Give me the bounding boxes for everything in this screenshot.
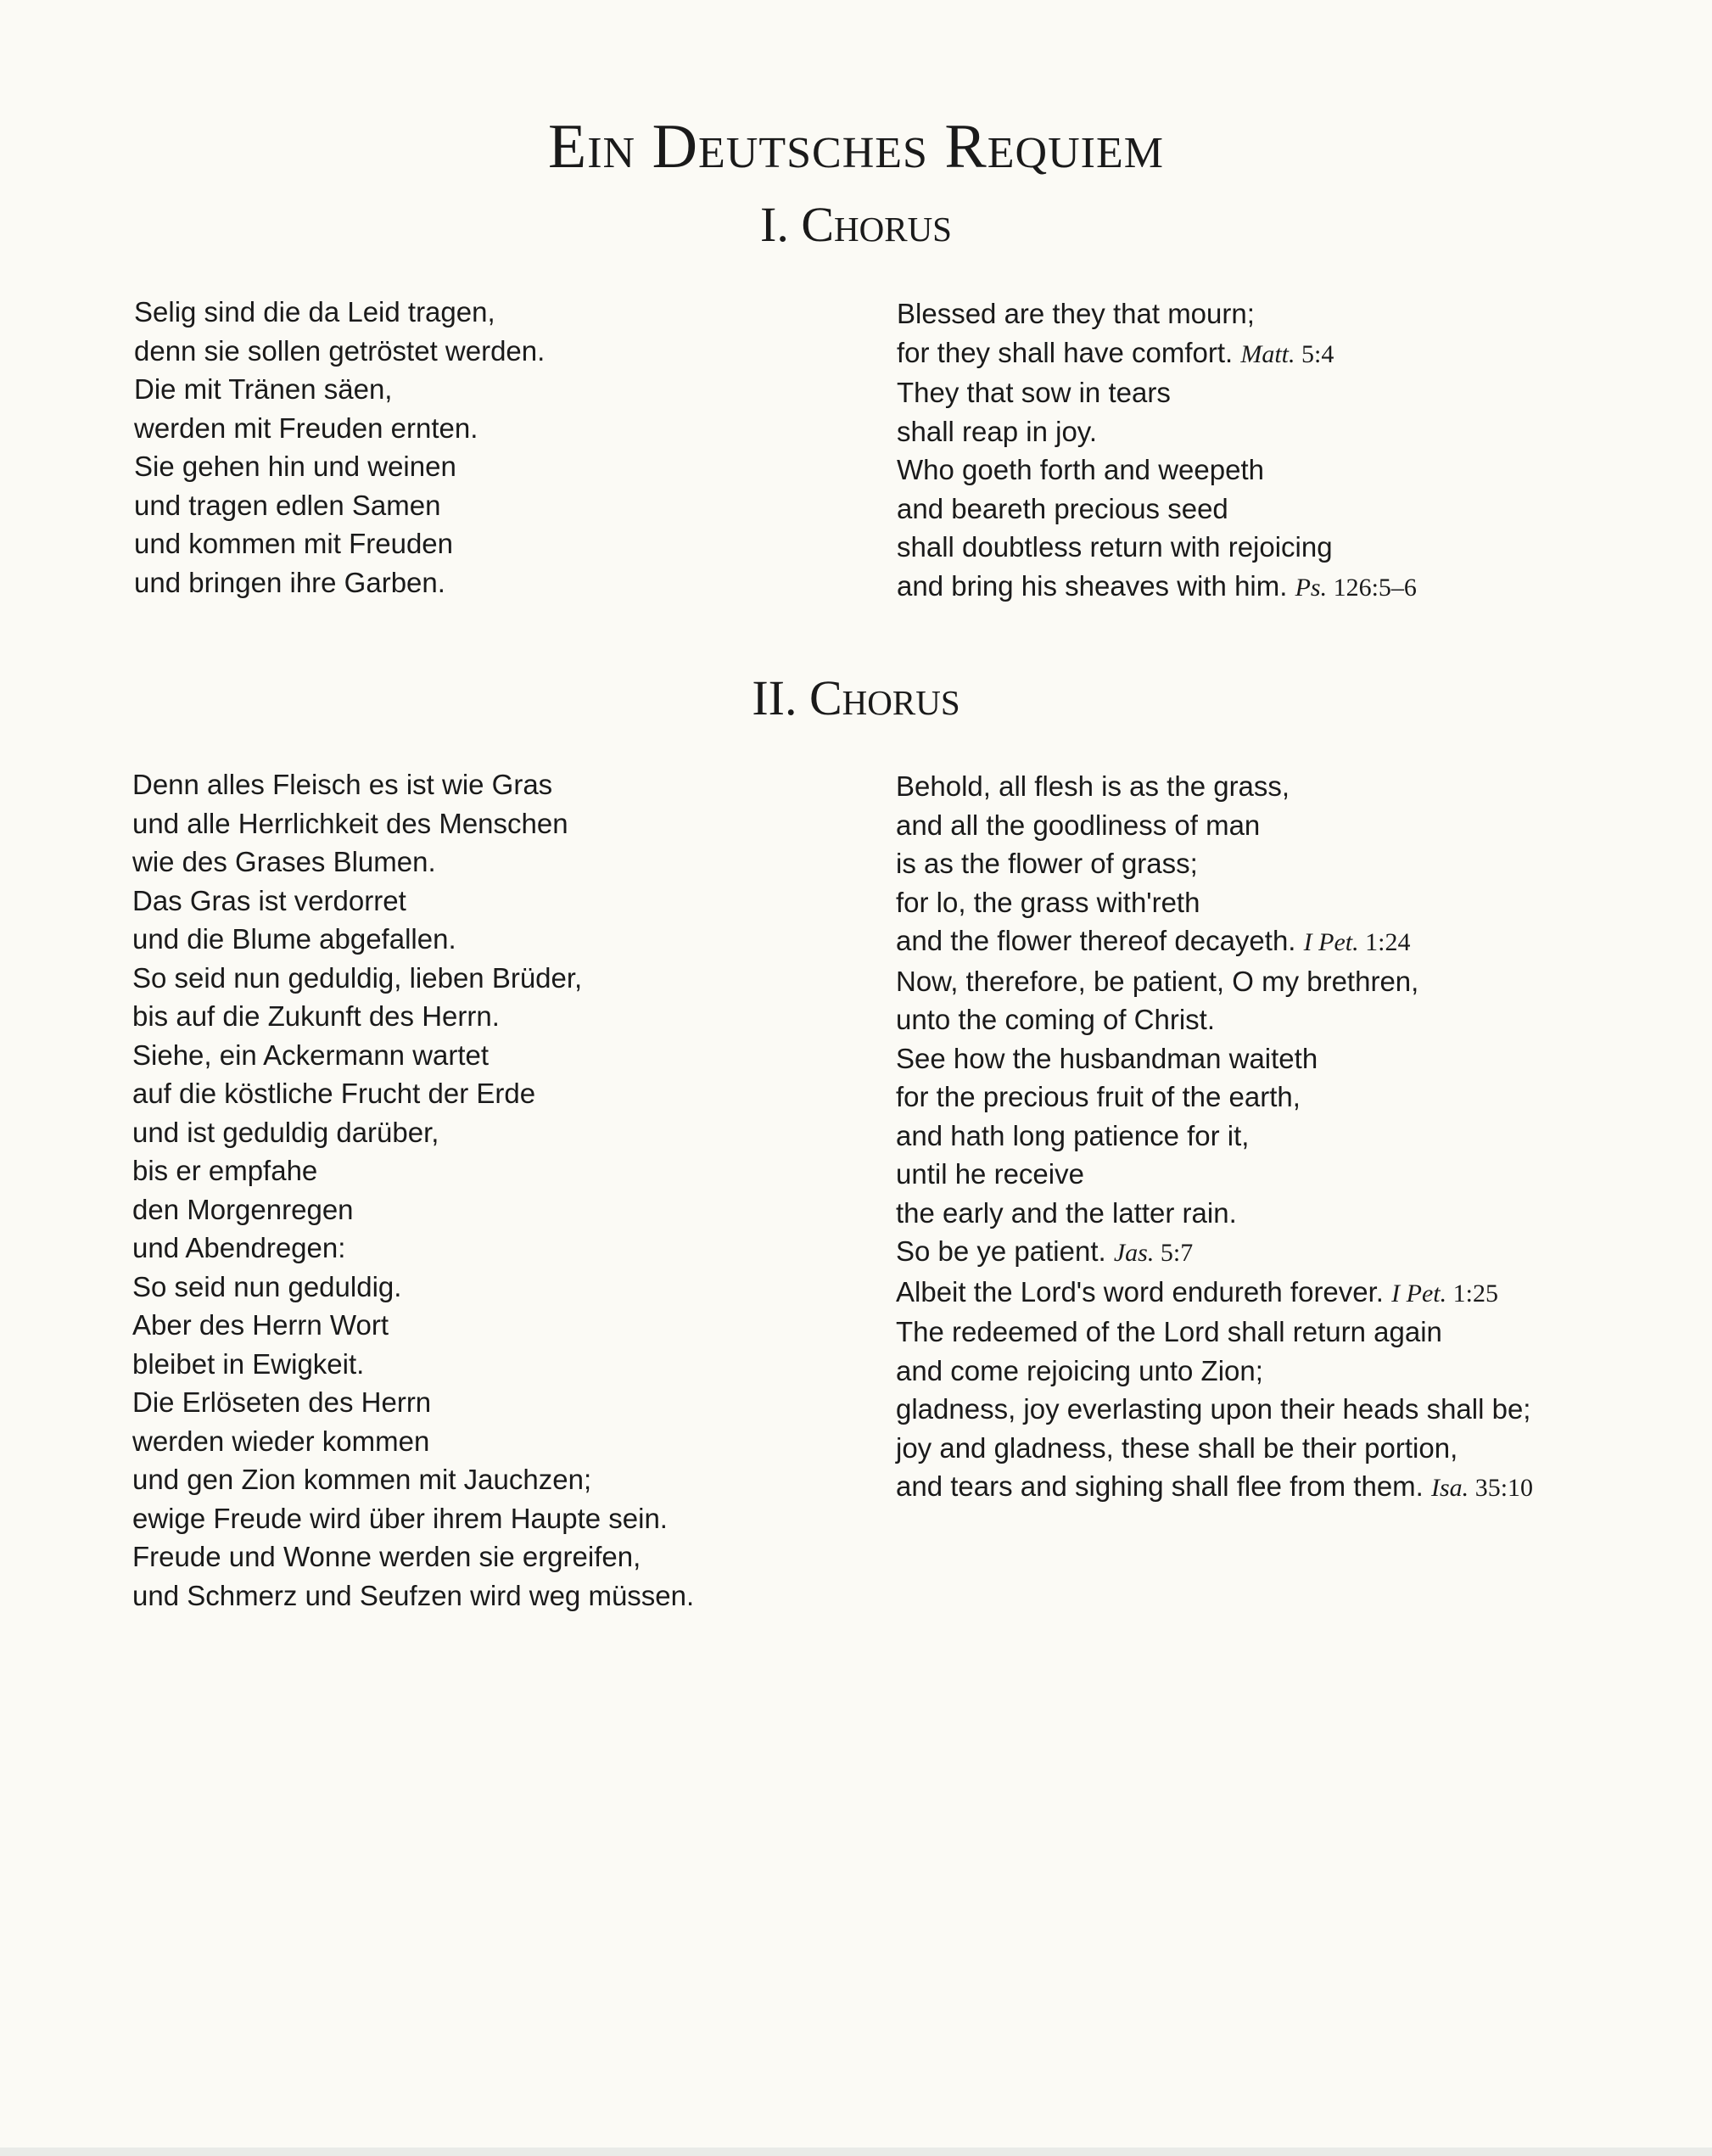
english-text-chorus-1 [897, 294, 1417, 607]
scripture-reference [1304, 928, 1411, 956]
english-verse-line [896, 1117, 1533, 1156]
english-verse-line [897, 451, 1417, 490]
german-text-chorus-1 [134, 293, 545, 602]
english-verse-line [897, 412, 1417, 451]
german-verse-line: den Morgenregen [132, 1193, 354, 1225]
german-verse-line: Freude und Wonne werden sie ergreifen, [132, 1541, 641, 1572]
english-verse-text: and hath long patience for it, [896, 1119, 1250, 1151]
english-verse-text: and bring his sheaves with him. [897, 569, 1295, 602]
english-verse-text: until he receive [896, 1158, 1084, 1190]
english-verse-line [897, 567, 1417, 608]
scripture-reference-verse: 5:4 [1295, 339, 1334, 368]
scripture-reference-book: I Pet. [1391, 1279, 1447, 1308]
english-verse-line [896, 1039, 1533, 1078]
german-verse-line: werden wieder kommen [132, 1425, 430, 1457]
german-verse-line: Die mit Tränen säen, [134, 373, 393, 405]
german-verse-line: denn sie sollen getröstet werden. [134, 334, 545, 367]
page-title: Ein Deutsches Requiem [548, 112, 1164, 182]
german-verse-line: So seid nun geduldig. [132, 1270, 402, 1302]
scripture-reference-verse: 1:24 [1358, 928, 1411, 956]
english-verse-text: Who goeth forth and weepeth [897, 454, 1264, 485]
english-verse-text: Behold, all flesh is as the grass, [896, 770, 1290, 802]
english-verse-text: and come rejoicing unto Zion; [896, 1354, 1263, 1386]
english-verse-text: Albeit the Lord's word endureth forever. [896, 1275, 1392, 1308]
german-verse-line: Das Gras ist verdorret [132, 884, 406, 916]
english-verse-text: shall doubtless return with rejoicing [897, 531, 1333, 563]
german-verse-line: und die Blume abgefallen. [132, 923, 456, 955]
english-verse-line [896, 1467, 1533, 1508]
english-verse-text: The redeemed of the Lord shall return again [896, 1316, 1442, 1347]
scripture-reference-verse: 35:10 [1469, 1474, 1534, 1502]
english-verse-text: and the flower thereof decayeth. [896, 925, 1304, 956]
english-verse-line [896, 1429, 1533, 1468]
german-verse-line: ewige Freude wird über ihrem Haupte sein. [132, 1502, 668, 1534]
german-verse-line: und Schmerz und Seufzen wird weg müssen. [132, 1579, 695, 1611]
english-verse-line [897, 528, 1417, 567]
scripture-reference-book: Ps. [1295, 573, 1328, 602]
english-verse-text: Now, therefore, be patient, O my brethren, [896, 965, 1419, 997]
english-verse-line [896, 921, 1533, 962]
english-verse-text: and tears and sighing shall flee from them. [896, 1470, 1432, 1502]
german-verse-line: und Abendregen: [132, 1232, 346, 1263]
english-verse-line [896, 1273, 1533, 1313]
german-text-chorus-2 [132, 765, 694, 1615]
scripture-reference-book: Jas. [1113, 1239, 1155, 1267]
english-text-chorus-2 [896, 767, 1533, 1508]
english-verse-line [896, 767, 1533, 806]
german-verse-line: und gen Zion kommen mit Jauchzen; [132, 1464, 592, 1495]
scripture-reference-book: Isa. [1431, 1474, 1469, 1502]
german-verse-line: und ist geduldig darüber, [132, 1116, 439, 1148]
english-verse-line [896, 1352, 1533, 1391]
german-verse-line: bleibet in Ewigkeit. [132, 1347, 365, 1380]
english-verse-text: So be ye patient. [896, 1235, 1114, 1267]
german-verse-line: und alle Herrlichkeit des Menschen [132, 807, 568, 839]
english-verse-text: and all the goodliness of man [896, 809, 1261, 841]
english-verse-text: shall reap in joy. [897, 415, 1098, 447]
scripture-reference [1240, 340, 1334, 368]
german-verse-line: bis er empfahe [132, 1155, 318, 1186]
german-verse-line: Sie gehen hin und weinen [134, 451, 456, 482]
scripture-reference-book: I Pet. [1303, 928, 1359, 956]
english-verse-line [897, 294, 1417, 333]
english-verse-line [896, 883, 1533, 922]
german-verse-line: Die Erlöseten des Herrn [132, 1386, 432, 1418]
german-verse-line: Siehe, ein Ackermann wartet [132, 1039, 490, 1071]
german-verse-line: Aber des Herrn Wort [132, 1309, 389, 1341]
german-verse-line: auf die köstliche Frucht der Erde [132, 1078, 536, 1109]
english-verse-text: for they shall have comfort. [897, 336, 1241, 368]
english-verse-text: the early and the latter rain. [896, 1196, 1237, 1229]
english-verse-text: They that sow in tears [897, 377, 1171, 408]
german-verse-line: und kommen mit Freuden [134, 528, 454, 559]
english-verse-text: for lo, the grass with'reth [896, 886, 1200, 918]
english-verse-text: gladness, joy everlasting upon their heads shall be; [896, 1393, 1531, 1425]
english-verse-line [897, 490, 1417, 529]
scripture-reference-book: Matt. [1240, 339, 1295, 368]
english-verse-line [896, 1155, 1533, 1194]
english-verse-line [896, 1390, 1533, 1429]
english-verse-line [896, 1313, 1533, 1352]
english-verse-line [896, 1194, 1533, 1233]
scripture-reference [1431, 1474, 1533, 1502]
english-verse-text: is as the flower of grass; [896, 848, 1198, 879]
german-verse-line: bis auf die Zukunft des Herrn. [132, 1000, 500, 1032]
scripture-reference [1391, 1280, 1498, 1308]
english-verse-line [897, 333, 1417, 374]
english-verse-line [896, 806, 1533, 845]
english-verse-text: unto the coming of Christ. [896, 1004, 1216, 1035]
german-verse-line: und tragen edlen Samen [134, 489, 441, 521]
scripture-reference [1114, 1239, 1193, 1267]
english-verse-line [896, 1078, 1533, 1117]
german-verse-line: Selig sind die da Leid tragen, [134, 296, 495, 328]
scripture-reference [1295, 574, 1417, 602]
page-bottom-edge [0, 2148, 1712, 2156]
english-verse-text: Blessed are they that mourn; [897, 298, 1255, 329]
section-heading-chorus-2: II. Chorus [752, 670, 960, 725]
english-verse-line [896, 1000, 1533, 1039]
german-verse-line: Denn alles Fleisch es ist wie Gras [132, 769, 553, 800]
german-verse-line: und bringen ihre Garben. [134, 566, 445, 598]
german-verse-line: wie des Grases Blumen. [132, 846, 436, 877]
english-verse-line [897, 373, 1417, 412]
english-verse-line [896, 844, 1533, 883]
scripture-reference-verse: 5:7 [1154, 1239, 1194, 1267]
english-verse-text: joy and gladness, these shall be their portion, [896, 1431, 1458, 1464]
english-verse-text: See how the husbandman waiteth [896, 1042, 1318, 1074]
scripture-reference-verse: 126:5–6 [1327, 573, 1417, 602]
section-heading-chorus-1: I. Chorus [760, 197, 952, 252]
german-verse-line: werden mit Freuden ernten. [134, 412, 478, 444]
english-verse-text: and beareth precious seed [897, 492, 1228, 524]
german-verse-line: So seid nun geduldig, lieben Brüder, [132, 961, 583, 994]
english-verse-line [896, 962, 1533, 1001]
scripture-reference-verse: 1:25 [1446, 1279, 1498, 1308]
english-verse-text: for the precious fruit of the earth, [896, 1081, 1301, 1112]
english-verse-line [896, 1232, 1533, 1273]
